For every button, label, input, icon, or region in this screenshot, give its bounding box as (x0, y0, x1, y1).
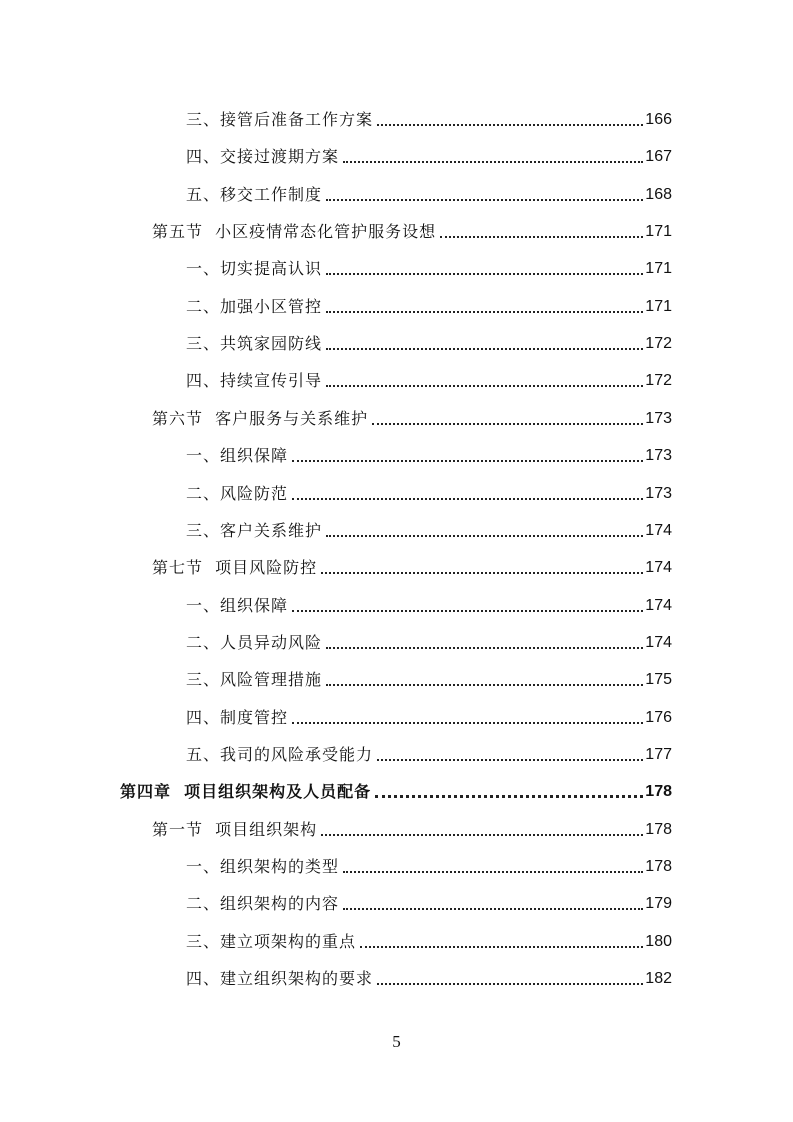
toc-entry-page: 182 (645, 970, 672, 988)
toc-entry-page: 171 (645, 260, 672, 278)
toc-entry-title: 第五节 小区疫情常态化管护服务设想 (152, 222, 437, 242)
dot-leader (343, 871, 643, 873)
toc-entry-page: 166 (645, 111, 672, 128)
toc-subsection-entry[interactable] (186, 668, 672, 692)
toc-entry-title: 第四章 项目组织架构及人员配备 (120, 782, 372, 802)
toc-entry-page: 178 (645, 858, 672, 875)
toc-entry-title: 二、人员异动风险 (186, 632, 323, 652)
toc-subsection-entry[interactable] (186, 108, 672, 132)
toc-entry-page: 177 (645, 745, 672, 763)
dot-leader (326, 385, 643, 387)
toc-entry-page: 171 (645, 223, 672, 241)
toc-entry-title: 二、风险防范 (186, 483, 289, 503)
dot-leader (377, 983, 643, 985)
dot-leader (321, 834, 643, 836)
toc-entry-page: 174 (645, 521, 672, 539)
dot-leader (326, 647, 643, 649)
dot-leader (372, 423, 643, 425)
dot-leader (326, 535, 643, 537)
toc-subsection-entry[interactable] (186, 743, 672, 767)
toc-entry-page: 168 (645, 185, 672, 203)
toc-subsection-entry[interactable] (186, 930, 672, 954)
toc-subsection-entry[interactable] (186, 145, 672, 169)
dot-leader (440, 236, 643, 238)
toc-entry-title: 第六节 客户服务与关系维护 (152, 408, 369, 428)
toc-entry-title: 五、我司的风险承受能力 (186, 744, 374, 764)
toc-subsection-entry[interactable] (186, 257, 672, 281)
toc-entry-title: 三、建立项架构的重点 (186, 931, 357, 951)
dot-leader (292, 610, 643, 612)
toc-subsection-entry[interactable] (186, 594, 672, 618)
dot-leader (292, 722, 643, 724)
toc-entry-page: 173 (645, 484, 672, 502)
dot-leader (377, 124, 643, 126)
dot-leader (292, 460, 643, 462)
toc-subsection-entry[interactable] (186, 369, 672, 393)
toc-entry-title: 一、切实提高认识 (186, 259, 323, 279)
toc-entry-title: 一、组织架构的类型 (186, 857, 340, 876)
toc-entry-page: 172 (645, 335, 672, 353)
toc-subsection-entry[interactable] (186, 482, 672, 506)
dot-leader (377, 759, 643, 761)
toc-entry-title: 五、移交工作制度 (186, 184, 323, 204)
toc-entry-title: 四、制度管控 (186, 707, 289, 727)
toc-section-entry[interactable] (152, 818, 672, 842)
toc-subsection-entry[interactable] (186, 967, 672, 991)
toc-subsection-entry[interactable] (186, 855, 672, 879)
toc-entry-page: 172 (645, 372, 672, 390)
toc-entry-page: 176 (645, 708, 672, 726)
toc-subsection-entry[interactable] (186, 892, 672, 916)
dot-leader (375, 795, 643, 798)
toc-entry-title: 三、接管后准备工作方案 (186, 110, 374, 129)
toc-entry-page: 174 (645, 559, 672, 577)
dot-leader (343, 908, 643, 910)
toc-subsection-entry[interactable] (186, 444, 672, 468)
toc-subsection-entry[interactable] (186, 631, 672, 655)
toc-subsection-entry[interactable] (186, 706, 672, 730)
toc-entry-page: 179 (645, 895, 672, 913)
toc-entry-page: 180 (645, 932, 672, 950)
dot-leader (343, 161, 643, 163)
toc-section-entry[interactable] (152, 407, 672, 431)
toc-entry-page: 173 (645, 447, 672, 465)
toc-entry-title: 第一节 项目组织架构 (152, 819, 318, 839)
toc-entry-title: 四、持续宣传引导 (186, 371, 323, 391)
toc-entry-title: 三、风险管理措施 (186, 670, 323, 690)
toc-subsection-entry[interactable] (186, 332, 672, 356)
dot-leader (326, 311, 643, 313)
toc-entry-page: 174 (645, 633, 672, 651)
dot-leader (326, 199, 643, 201)
toc-subsection-entry[interactable] (186, 183, 672, 207)
toc-entry-title: 第七节 项目风险防控 (152, 558, 318, 578)
toc-entry-title: 三、客户关系维护 (186, 520, 323, 540)
toc-entry-title: 一、组织保障 (186, 446, 289, 466)
toc-entry-page: 178 (645, 820, 672, 838)
toc-entry-title: 二、组织架构的内容 (186, 894, 340, 914)
toc-entry-page: 175 (645, 671, 672, 689)
toc-entry-title: 四、交接过渡期方案 (186, 147, 340, 167)
toc-entry-title: 三、共筑家园防线 (186, 334, 323, 354)
dot-leader (326, 348, 643, 350)
toc-entry-title: 二、加强小区管控 (186, 296, 323, 316)
toc-entry-title: 四、建立组织架构的要求 (186, 969, 374, 989)
toc-entry-page: 167 (645, 148, 672, 166)
toc-subsection-entry[interactable] (186, 519, 672, 543)
page-number: 5 (392, 1032, 401, 1051)
toc-entry-title: 一、组织保障 (186, 595, 289, 615)
dot-leader (326, 273, 643, 275)
dot-leader (360, 946, 643, 948)
toc-entry-page: 178 (645, 783, 672, 801)
toc-entry-page: 171 (645, 297, 672, 315)
toc-section-entry[interactable] (152, 220, 672, 244)
toc-chapter-entry[interactable] (120, 780, 672, 804)
dot-leader (326, 684, 643, 686)
toc-section-entry[interactable] (152, 556, 672, 580)
dot-leader (292, 498, 643, 500)
toc-entry-page: 173 (645, 409, 672, 427)
toc-subsection-entry[interactable] (186, 295, 672, 319)
toc-entry-page: 174 (645, 596, 672, 614)
dot-leader (321, 572, 643, 574)
